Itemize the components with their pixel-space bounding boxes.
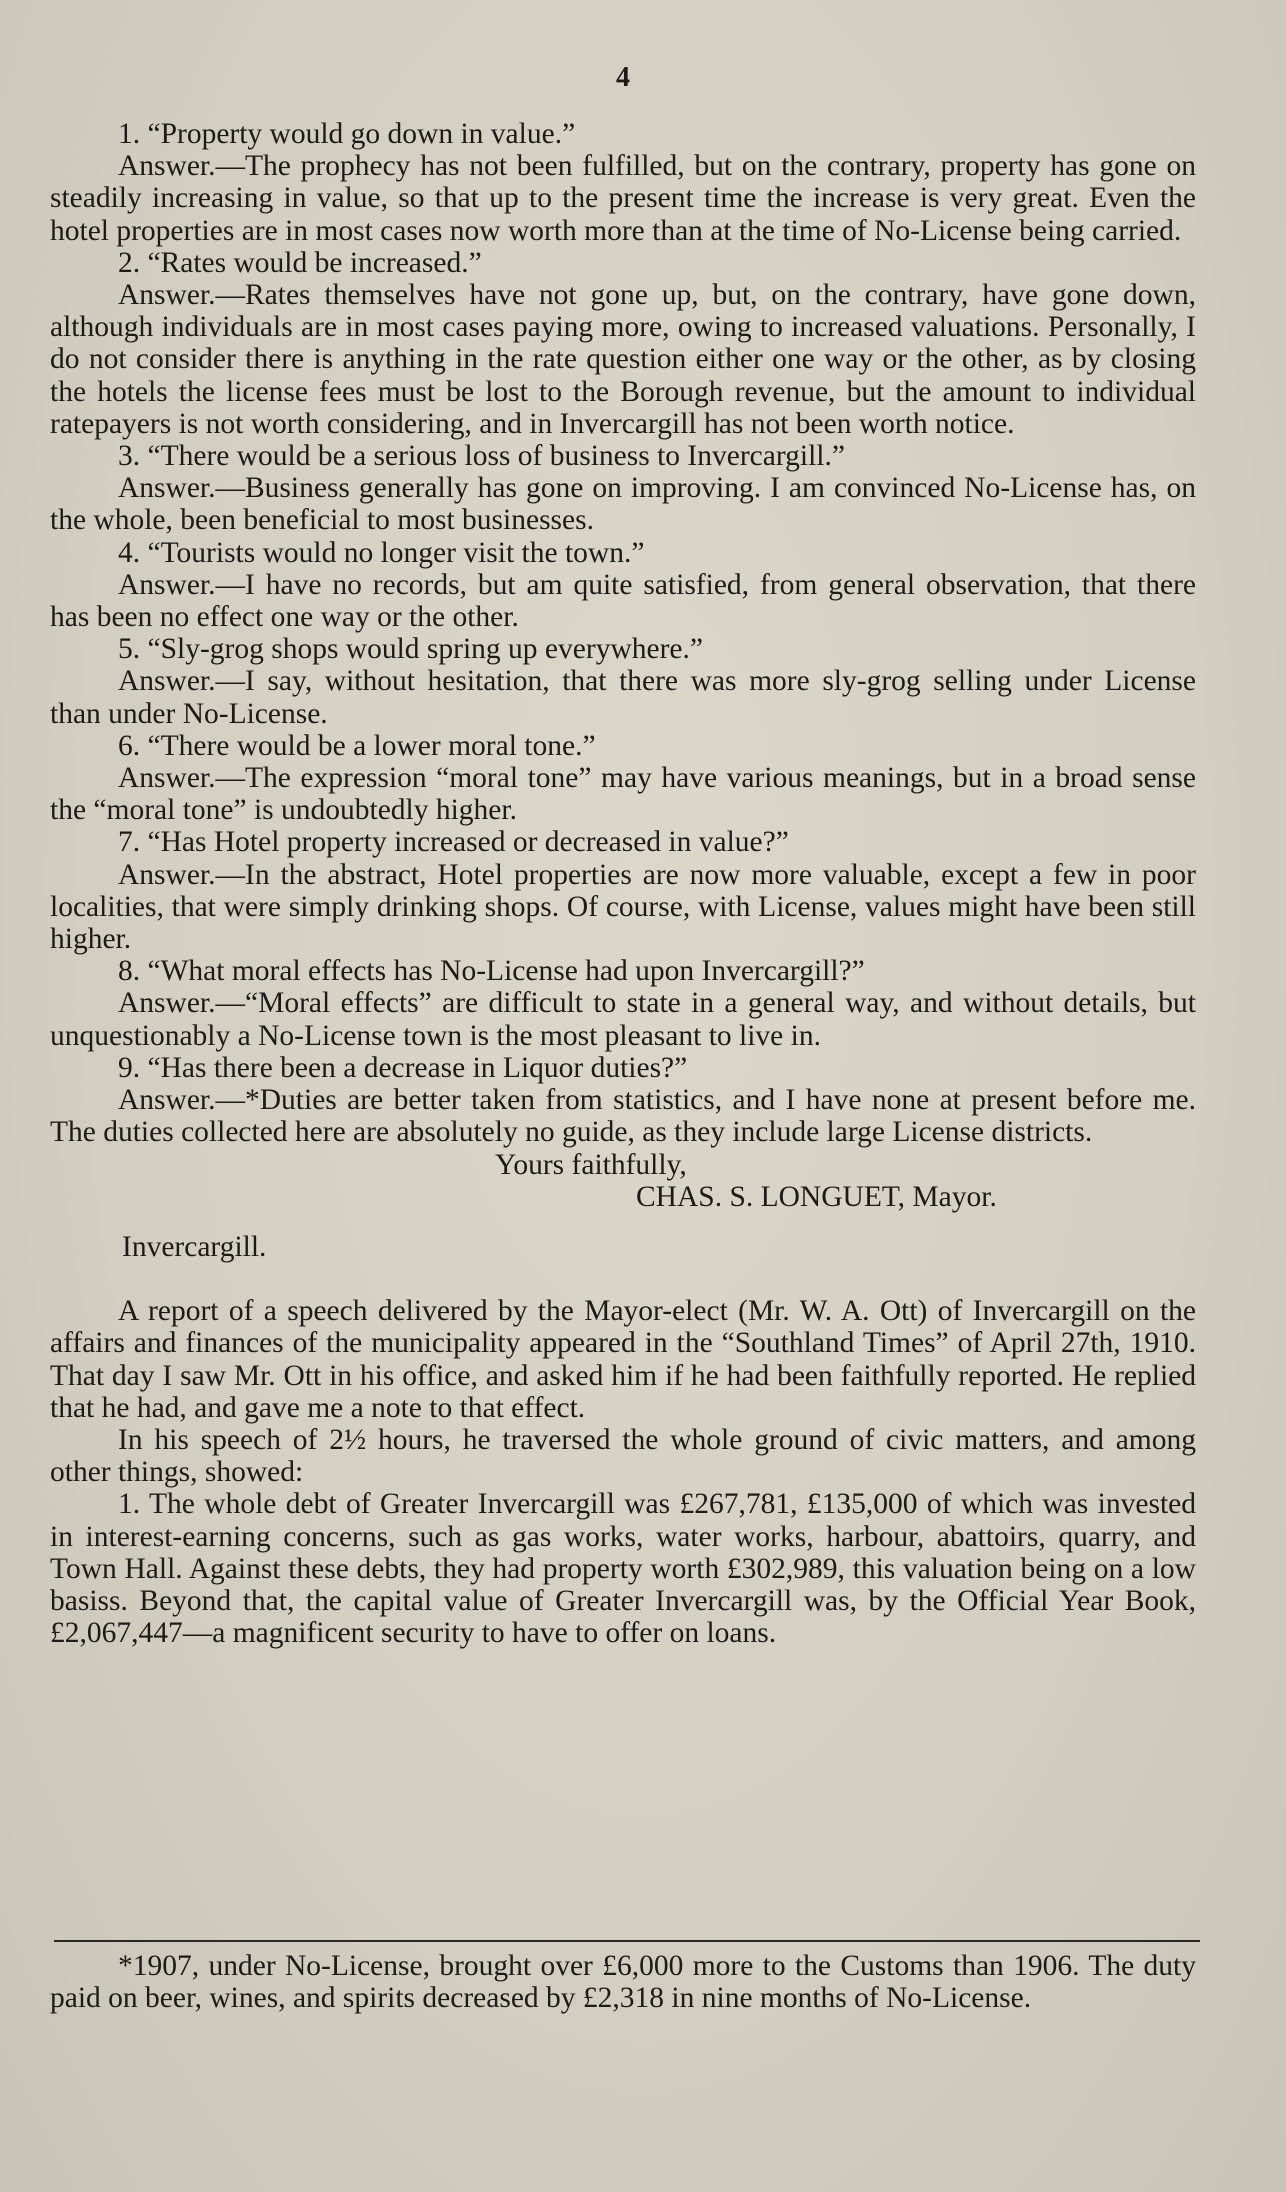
answer-4: Answer.—I have no records, but am quite satisfied, from general observation, that there has been no effect one way or the other.	[50, 568, 1196, 634]
main-text	[50, 118, 1196, 1649]
answer-5: Answer.—I say, without hesitation, that there was more sly-grog selling under License than under No-License.	[50, 665, 1196, 730]
answer-3: Answer.—Business generally has gone on improving. I am convinced No-License has, on the whole, been beneficial to most businesses.	[50, 472, 1196, 537]
letter-closing: Yours faithfully,	[495, 1148, 687, 1181]
question-2: 2. “Rates would be increased.”	[118, 246, 482, 279]
answer-8: Answer.—“Moral effects” are difficult to state in a general way, and without details, but unquestionably a No-License town is the most pleasant to live in.	[50, 987, 1196, 1052]
question-8: 8. “What moral effects has No-License had upon Invercargill?”	[118, 955, 865, 988]
footnote: *1907, under No-License, brought over £6,000 more to the Customs than 1906. The duty paid on beer, wines, and spirits decreased by £2,318 in nine months of No-License.	[50, 1950, 1196, 2015]
speech-item-1: 1. The whole debt of Greater Invercargill was £267,781, £135,000 of which was invested in interest-earning concerns, such as gas works, water works, harbour, abattoirs, quarry, and Town Hall. Against these debts, they had property worth £302,989, this valuation being on a low basiss. Beyond that, the capital value of Greater Invercargill was, by the Official Year Book, £2,067,447—a magnificent security to have to offer on loans.	[50, 1488, 1196, 1650]
question-5: 5. “Sly-grog shops would spring up everywhere.”	[118, 633, 703, 666]
answer-2: Answer.—Rates themselves have not gone up, but, on the contrary, have gone down, although individuals are in most cases paying more, owing to increased valuations. Personally, I do not consider there is anything in the rate question either one way or the other, as by closing the hotels the license fees must be lost to the Borough revenue, but the amount to individual ratepayers is not worth considering, and in Invercargill has not been worth notice.	[50, 279, 1196, 440]
letter-place: Invercargill.	[122, 1230, 267, 1263]
question-9: 9. “Has there been a decrease in Liquor duties?”	[118, 1051, 688, 1084]
question-1: 1. “Property would go down in value.”	[118, 118, 576, 150]
answer-6: Answer.—The expression “moral tone” may have various meanings, but in a broad sense the “moral tone” is undoubtedly higher.	[50, 762, 1196, 827]
question-3: 3. “There would be a serious loss of business to Invercargill.”	[118, 440, 845, 473]
answer-1: Answer.—The prophecy has not been fulfilled, but on the contrary, property has gone on steadily increasing in value, so that up to the present time the increase is very great. Even the hotel properties are in most cases now worth more than at the time of No-License being carried.	[50, 150, 1196, 247]
question-6: 6. “There would be a lower moral tone.”	[118, 729, 596, 762]
page-number: 4	[616, 62, 630, 93]
question-4: 4. “Tourists would no longer visit the town.”	[118, 536, 645, 569]
question-7: 7. “Has Hotel property increased or decreased in value?”	[118, 826, 789, 859]
footnote-divider	[54, 1940, 1200, 1942]
answer-9: Answer.—*Duties are better taken from statistics, and I have none at present before me. The duties collected here are absolutely no guide, as they include large License districts.	[50, 1084, 1196, 1149]
letter-signature: CHAS. S. LONGUET, Mayor.	[636, 1180, 997, 1213]
speech-summary-paragraph: In his speech of 2½ hours, he traversed the whole ground of civic matters, and among other things, showed:	[50, 1423, 1196, 1489]
answer-7: Answer.—In the abstract, Hotel properties are now more valuable, except a few in poor localities, that were simply drinking shops. Of course, with License, values might have been still higher.	[50, 858, 1196, 956]
speech-intro-paragraph: A report of a speech delivered by the Mayor-elect (Mr. W. A. Ott) of Invercargill on the affairs and finances of the municipality appeared in the “Southland Times” of April 27th, 1910. That day I saw Mr. Ott in his office, and asked him if he had been faithfully reported. He replied that he had, and gave me a note to that effect.	[50, 1295, 1196, 1424]
